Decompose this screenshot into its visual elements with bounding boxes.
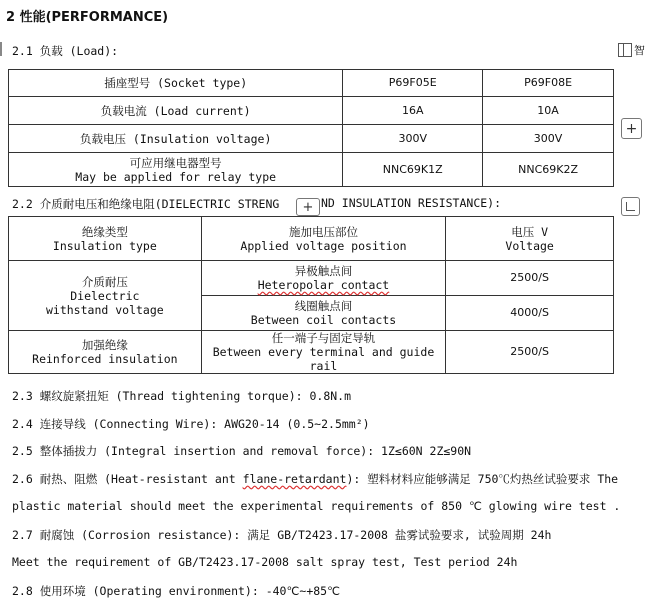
para-2-6-b: flane-retardant (242, 472, 347, 486)
dielectric-title-left: 2.2 介质耐电压和绝缘电阻(DIELECTRIC STRENG (12, 197, 280, 211)
table-row (9, 70, 614, 97)
table-cell (9, 153, 343, 187)
table-row (9, 153, 614, 187)
para-2-4: 2.4 连接导线 (Connecting Wire): AWG20-14 (0.5~2.5mm²) (12, 417, 370, 431)
expand-button[interactable] (621, 197, 640, 216)
table-cell: 负载电压 (Insulation voltage) (9, 125, 343, 153)
table-cell: P69F08E (483, 70, 614, 97)
table-row (9, 217, 614, 261)
para-2-5: 2.5 整体插拔力 (Integral insertion and removal force): 1Z≤60N 2Z≤90N (12, 444, 472, 458)
para-2-6-c: ): 塑料材料应能够满足 750℃灼热丝试验要求 The (346, 472, 619, 486)
relay-label-cn: 可应用继电器型号 (129, 155, 222, 170)
dw-label-3: withstand voltage (45, 302, 164, 317)
table-cell (201, 331, 446, 374)
ri-pos-cn: 任一端子与固定导轨 (271, 331, 376, 345)
dielectric-table (8, 216, 614, 374)
r1-pos-en: Heteropolar contact (257, 278, 390, 292)
header-c1-en: Insulation type (52, 238, 157, 253)
table-cell (201, 217, 446, 261)
r2-pos-cn: 线圈触点间 (294, 299, 353, 313)
para-2-7-line2: Meet the requirement of GB/T2423.17-2008 salt spray test, Test period 24h (12, 555, 518, 569)
para-2-6-a: 2.6 耐热、阻燃 (Heat-resistant ant (12, 472, 243, 486)
para-2-6 (12, 471, 618, 487)
table-row (9, 331, 614, 374)
table-row (9, 97, 614, 125)
ri-cn: 加强绝缘 (81, 338, 128, 352)
r2-pos-en: Between coil contacts (250, 313, 397, 327)
header-c2-cn: 施加电压部位 (288, 224, 358, 239)
table-cell (9, 217, 202, 261)
table-cell: 300V (343, 125, 483, 153)
dw-label-2: Dielectric (70, 288, 140, 303)
plus-icon: + (625, 120, 638, 137)
r1-pos-cn: 异极触点间 (294, 264, 353, 278)
layout-icon (618, 43, 632, 57)
margin-marker (0, 42, 2, 56)
table-cell (9, 331, 202, 374)
header-c1-cn: 绝缘类型 (81, 224, 128, 239)
expand-icon (626, 202, 635, 211)
table-row (9, 125, 614, 153)
table-cell: 2500/S (446, 261, 614, 296)
add-column-button[interactable] (296, 198, 320, 216)
layout-tool[interactable] (618, 42, 645, 58)
para-2-8: 2.8 使用环境 (Operating environment): -40℃~+85℃ (12, 584, 341, 598)
header-c3-cn: 电压 V (511, 224, 549, 239)
table-cell (201, 296, 446, 331)
table-cell: 16A (343, 97, 483, 125)
ri-pos-en: Between every terminal and guide rail (212, 345, 435, 373)
table-cell: 负载电流 (Load current) (9, 97, 343, 125)
table-cell (201, 261, 446, 296)
para-2-7: 2.7 耐腐蚀 (Corrosion resistance): 满足 GB/T2423.17-2008 盐雾试验要求, 试验周期 24h (12, 528, 552, 542)
para-2-6-line2: plastic material should meet the experimental requirements of 850 ℃ glowing wire test . (12, 499, 621, 513)
header-c2-en: Applied voltage position (240, 238, 407, 253)
table-cell: 4000/S (446, 296, 614, 331)
header-c3-en: Voltage (505, 238, 554, 253)
table-cell: 10A (483, 97, 614, 125)
relay-label-en: May be applied for relay type (75, 169, 277, 184)
table-cell: 2500/S (446, 331, 614, 374)
ri-en: Reinforced insulation (32, 352, 178, 366)
dielectric-title-right: ND INSULATION RESISTANCE): (321, 196, 502, 210)
para-2-3: 2.3 螺纹旋紧扭矩 (Thread tightening torque): 0.8N.m (12, 389, 352, 403)
load-table (8, 69, 614, 187)
add-row-button[interactable] (621, 118, 642, 139)
load-section-title: 2.1 负载 (Load): (12, 44, 119, 58)
table-cell: NNC69K2Z (483, 153, 614, 187)
table-cell: P69F05E (343, 70, 483, 97)
dw-label-1: 介质耐压 (81, 274, 128, 289)
plus-icon: + (302, 199, 314, 215)
table-cell: 插座型号 (Socket type) (9, 70, 343, 97)
table-cell: NNC69K1Z (343, 153, 483, 187)
section-heading: 2 性能(PERFORMANCE) (6, 10, 169, 25)
layout-tool-label: 智 (634, 44, 645, 57)
table-cell (446, 217, 614, 261)
table-cell (9, 261, 202, 331)
table-row (9, 261, 614, 296)
table-cell: 300V (483, 125, 614, 153)
